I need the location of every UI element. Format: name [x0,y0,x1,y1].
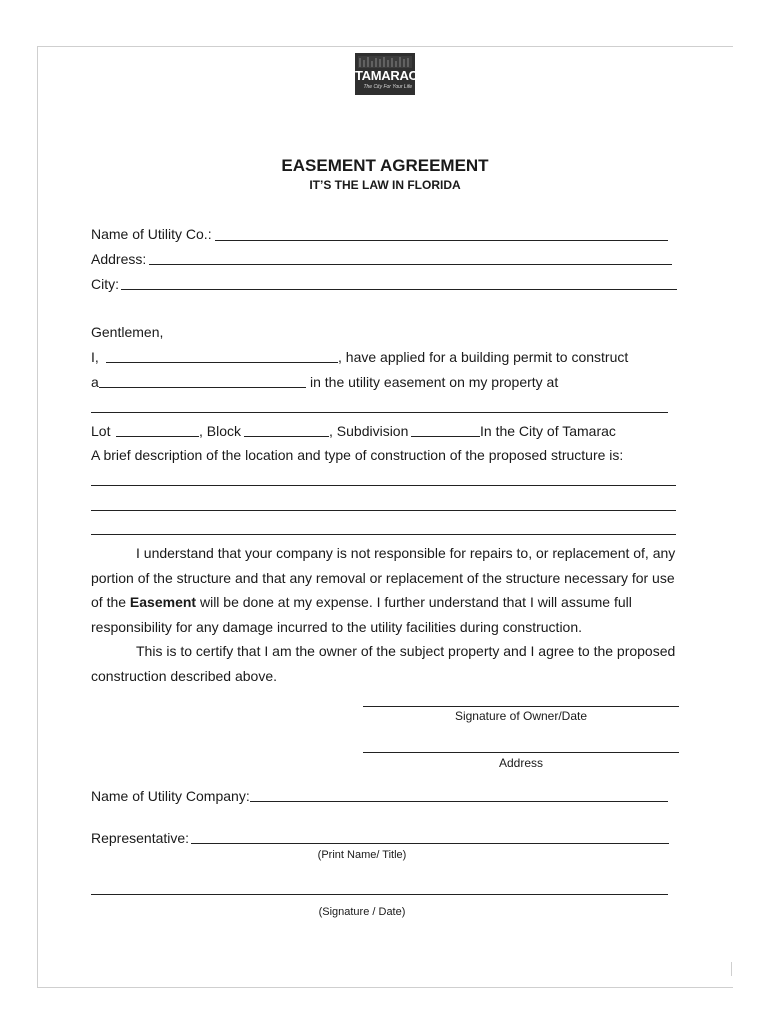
city-of-tamarac: In the City of Tamarac [480,423,616,439]
description-line-3[interactable] [91,534,676,535]
document-subtitle: IT’S THE LAW IN FLORIDA [309,178,461,192]
applicant-name-line[interactable] [106,362,338,363]
owner-address-line[interactable] [363,752,679,753]
city-line[interactable] [121,289,677,290]
representative-line[interactable] [191,843,669,844]
salutation: Gentlemen, [91,324,164,340]
paragraph1-line3-before: of the [91,594,130,610]
lot-line[interactable] [116,436,199,437]
utility-company-line[interactable] [250,801,668,802]
description-prompt: A brief description of the location and type of construction of the proposed structure is: [91,447,624,463]
paragraph1-line3-after: will be done at my expense. I further understand that I will assume full [196,594,632,610]
logo-tagline: The City For Your Life [363,84,412,90]
document-title: EASEMENT AGREEMENT [281,156,489,175]
owner-address-caption: Address [498,756,544,770]
utility-company-label: Name of Utility Company: [91,788,250,804]
paragraph2-line2: construction described above. [91,668,277,684]
property-address-line[interactable] [91,412,668,413]
company-signature-line[interactable] [91,894,668,895]
description-line-2[interactable] [91,510,676,511]
paragraph1-line2: portion of the structure and that any removal or replacement of the structure necessary for use [91,570,675,586]
utility-co-line[interactable] [215,240,668,241]
city-label: City: [91,276,119,292]
owner-signature-caption: Signature of Owner/Date [454,709,588,723]
representative-label: Representative: [91,830,190,846]
logo-name: TAMARAC [355,68,418,83]
paragraph1-line4: responsibility for any damage incurred to the utility facilities during construction. [91,619,583,635]
page-edge-mark [731,962,732,976]
block-line[interactable] [244,436,329,437]
skyline-graphic [358,56,412,68]
easement-bold: Easement [129,594,197,610]
subdivision-label: , Subdivision [329,423,409,439]
paragraph1-line3 [91,594,632,610]
tamarac-logo [355,53,418,95]
print-name-caption: (Print Name/ Title) [317,849,407,861]
signature-date-caption: (Signature / Date) [318,906,406,918]
subdivision-line[interactable] [411,436,480,437]
address-line[interactable] [149,264,672,265]
construct-suffix: in the utility easement on my property at [310,374,559,390]
description-line-1[interactable] [91,485,676,486]
applicant-suffix: , have applied for a building permit to construct [338,349,629,365]
paragraph2-line1: This is to certify that I am the owner of the subject property and I agree to the proposed [136,643,676,659]
construct-type-line[interactable] [99,387,306,388]
applicant-prefix: I, [91,349,99,365]
lot-label: Lot [91,423,111,439]
owner-signature-line[interactable] [363,706,679,707]
construct-prefix: a [91,374,99,390]
address-label: Address: [91,251,147,267]
paragraph1-line1: I understand that your company is not responsible for repairs to, or replacement of, any [136,545,676,561]
block-label: , Block [199,423,242,439]
utility-co-label: Name of Utility Co.: [91,226,212,242]
